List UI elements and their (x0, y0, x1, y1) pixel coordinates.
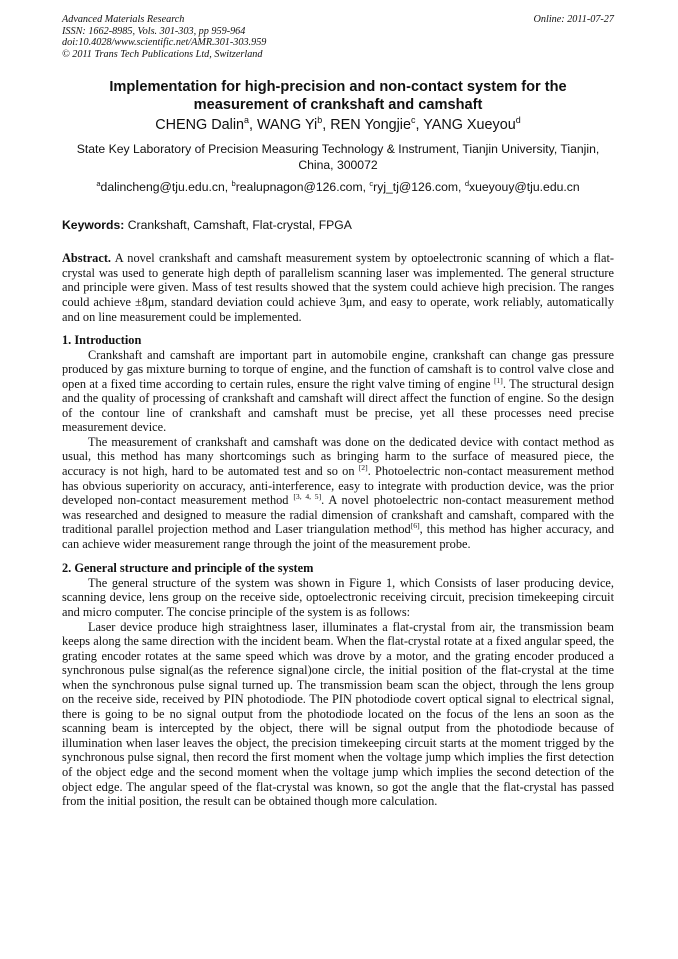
author-mark: a (244, 115, 249, 126)
citation-ref: [2] (358, 462, 368, 472)
citation-ref: [6] (410, 521, 420, 531)
email-list: $^a$dalincheng@tju.edu.cn, $^b$realupnagon@126.com, $^c$ryj_tj@126.com, $^d$xueyouy@tju.edu.cn (96, 179, 580, 195)
publication-info (62, 14, 266, 60)
paragraph-text: . A novel photoelectric non-contact measurement method was researched and designed to measure the radial dimension of crankshaft and camshaft, compared with the traditional parallel projection method and Laser triangulation method (62, 493, 614, 537)
abstract (62, 251, 614, 324)
paragraph-text: . Photoelectric non-contact measurement method has obvious superiority on accuracy, anti-interference, easy to integrate with production device, was the prior developed non-contact measurement method (62, 464, 614, 508)
author-mark: d (515, 115, 521, 126)
paragraph-text: Laser device produce high straightness laser, illuminates a flat-crystal from air, the transmission beam keeps along the same direction with the incident beam. When the flat-crystal rotate at a fixed angular speed, the grating encoder rotates at the same speed which was drove by a motor, and the grating encoder produced a synchronous pulse signal(as the reference signal)one circle, the initial position of the flat-crystal at the time when the synchronous pulse signal turned up. The transmission beam scan the object, through the lens group on the receive side, received by PIN photodiode. The PIN photodiode covert optical signal to electrical signal, there is going to be no signal output from the photodiode located on the focus of the lens an soon as the scanning beam is intercepted by the object, there will be signal output from the photodiode because of illumination when laser leaves the object, the precision timekeeping circuit starts at the moment trigged by the synchronous pulse signal, then record the first moment when the voltage jump which implies the first detection of the object edge and the second moment when the voltage jump which implies the second detection of the object edge. The angular speed of the flat-crystal was known, so got the angle that the flat-crystal has passed from the initial position, the result can be obtained though more calculation. (62, 619, 614, 809)
abstract-label: Abstract. (62, 251, 112, 266)
author-name: WANG Yi (257, 117, 318, 134)
journal-name: Advanced Materials Research (62, 14, 185, 25)
email-address[interactable]: dalincheng@tju.edu.cn (100, 180, 225, 195)
email-address[interactable]: ryj_tj@126.com (373, 180, 459, 195)
paragraph-text: , this method has higher accuracy, and can achieve wider measurement range through the joint of the measurement probe. (62, 522, 614, 551)
author-list: CHENG Dalin$^a$, WANG Yi$^b$, REN Yongjie$^c$, YANG Xueyou$^d$ (155, 115, 521, 134)
body-paragraph (62, 435, 614, 551)
section-heading-general-structure: 2. General structure and principle of the system (62, 561, 314, 576)
doi-line: doi:10.4028/www.scientific.net/AMR.301-303.959 (62, 37, 267, 49)
paragraph-text: The measurement of crankshaft and camshaft was done on the dedicated device with contact method as usual, this method has many shortcomings such as bringing harm to the surface of measured piece, the accuracy is not high, hard to be automated test and so on (62, 434, 614, 479)
body-paragraph (62, 620, 614, 809)
author-mark: b (317, 115, 323, 126)
email-mark: c (369, 179, 374, 189)
email-mark: a (96, 179, 101, 189)
keywords-text: Crankshaft, Camshaft, Flat-crystal, FPGA (127, 218, 352, 233)
section-heading-introduction: 1. Introduction (62, 333, 142, 348)
keywords (62, 218, 614, 233)
paragraph-text: . The structural design and the quality of processing of crankshaft and camshaft will direct affect the function of engine. So the design of the contour line of crankshaft and camshaft must be precise, yet all these processes need precise measurement device. (62, 376, 614, 435)
paragraph-text: Crankshaft and camshaft are important part in automobile engine, crankshaft can change gas pressure produced by gas mixture burning to torque of engine, and the function of camshaft is to control valve close and open at a fixed time according to certain rules, ensure the right valve timing of engine (62, 347, 614, 391)
email-address[interactable]: realupnagon@126.com (235, 180, 363, 195)
keywords-label: Keywords: (62, 218, 125, 233)
body-paragraph (62, 576, 614, 620)
issn-line: ISSN: 1662-8985, Vols. 301-303, pp 959-964 (62, 25, 246, 37)
paper-title: Implementation for high-precision and non-contact system for the measurement of crankshaft and camshaft (109, 79, 567, 114)
author-name: CHENG Dalin (155, 117, 245, 134)
email-mark: d (464, 179, 470, 189)
author-mark: c (411, 115, 416, 126)
copyright-line: © 2011 Trans Tech Publications Ltd, Switzerland (62, 48, 263, 60)
email-mark: b (231, 179, 236, 189)
affiliation: State Key Laboratory of Precision Measuring Technology & Instrument, Tianjin University, Tianjin, China, 300072 (76, 142, 600, 172)
paragraph-text: The general structure of the system was shown in Figure 1, which Consists of laser producing device, scanning device, lens group on the receive side, optoelectronic receiving circuit, precision timekeeping circuit and micro computer. The concise principle of the system is as follows: (62, 575, 614, 619)
body-paragraph (62, 348, 614, 435)
email-address[interactable]: xueyouy@tju.edu.cn (469, 180, 580, 195)
abstract-text: A novel crankshaft and camshaft measurement system by optoelectronic scanning of which a flat-crystal was used to generate high depth of parallelism scanning laser was implemented. The general structure and principle were given. Mass of test results showed that the system could achieve high precision. The ranges could achieve ±8μm, standard deviation could achieve 3μm, and easy to operate, work reliably, automatically and on line measurement could be implemented. (62, 251, 615, 324)
author-name: YANG Xueyou (423, 117, 516, 134)
citation-ref: [1] (493, 375, 503, 385)
citation-ref: [3, 4, 5] (293, 492, 322, 502)
online-date: Online: 2011-07-27 (533, 14, 614, 25)
author-name: REN Yongjie (330, 117, 412, 134)
running-header (62, 14, 614, 60)
